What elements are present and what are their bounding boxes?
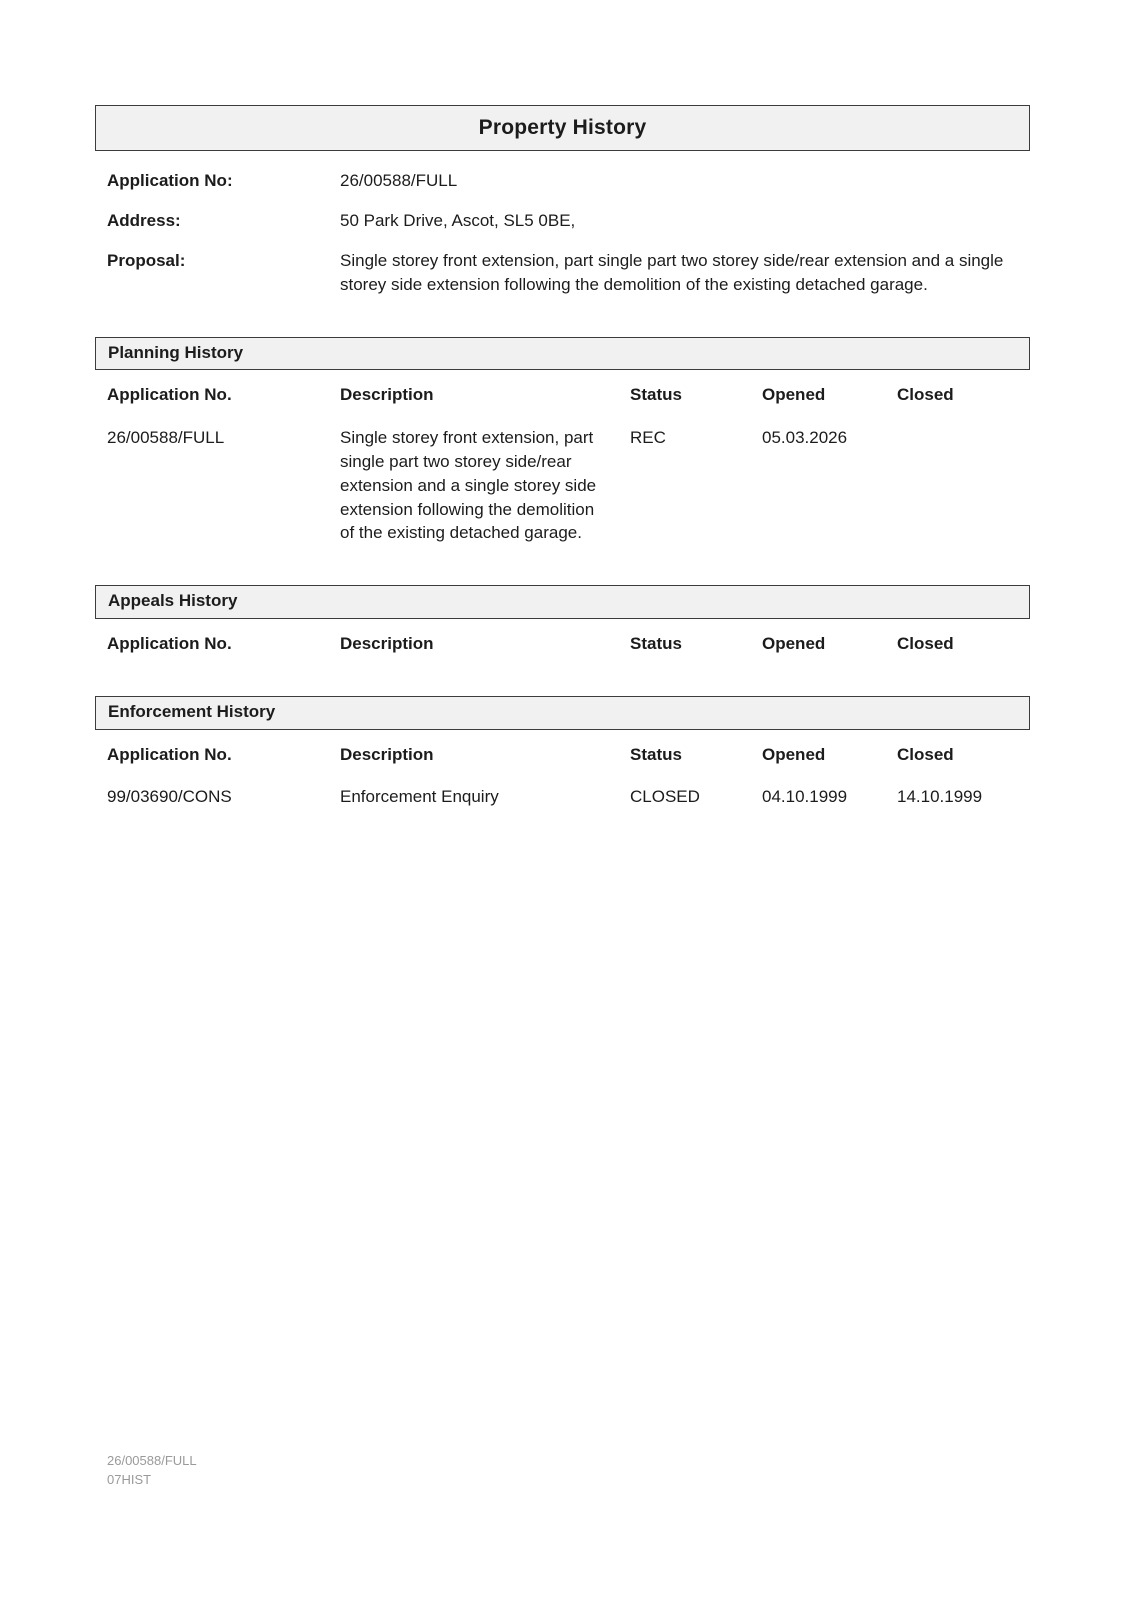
field-address (107, 209, 1024, 233)
document-page (95, 105, 1030, 809)
cell-description: Enforcement Enquiry (340, 787, 499, 807)
cell-status: CLOSED (630, 787, 700, 807)
table-header-row (95, 383, 1030, 407)
section-enforcement-history (95, 696, 1030, 809)
section-title: Appeals History (95, 585, 1030, 619)
column-header-status: Status (630, 385, 682, 405)
field-value: 26/00588/FULL (340, 171, 458, 191)
column-header-application-no: Application No. (107, 744, 232, 764)
field-label: Address: (107, 211, 181, 231)
footer-reference: 26/00588/FULL (107, 1453, 197, 1468)
cell-opened: 04.10.1999 (762, 787, 848, 807)
table-row (95, 785, 1030, 809)
cell-status: REC (630, 428, 666, 448)
section-planning-history (95, 337, 1030, 546)
section-appeals-history (95, 585, 1030, 656)
table-header-row (95, 743, 1030, 767)
field-value: Single storey front extension, part single part two storey side/rear extension and a single storey side extension following the demolition of the existing detached garage. (340, 250, 1004, 294)
cell-closed: 14.10.1999 (897, 787, 983, 807)
column-header-description: Description (340, 633, 434, 653)
cell-description: Single storey front extension, part single part two storey side/rear extension and a single storey side extension following the demolition of the existing detached garage. (340, 428, 597, 543)
column-header-application-no: Application No. (107, 385, 232, 405)
page-footer (107, 1452, 197, 1490)
column-header-closed: Closed (897, 633, 954, 653)
column-header-application-no: Application No. (107, 633, 232, 653)
table-header-row (95, 632, 1030, 656)
summary-fields (95, 169, 1030, 296)
field-proposal (107, 249, 1024, 297)
column-header-opened: Opened (762, 385, 826, 405)
section-title: Enforcement History (95, 696, 1030, 730)
column-header-opened: Opened (762, 633, 826, 653)
field-label: Proposal: (107, 250, 186, 270)
field-application-no (107, 169, 1024, 193)
footer-doc-code: 07HIST (107, 1471, 152, 1487)
column-header-closed: Closed (897, 744, 954, 764)
table-body (95, 426, 1030, 545)
cell-opened: 05.03.2026 (762, 428, 848, 448)
field-label: Application No: (107, 171, 233, 191)
table-row (95, 426, 1030, 545)
column-header-description: Description (340, 385, 434, 405)
document-title-bar (95, 105, 1030, 151)
field-value: 50 Park Drive, Ascot, SL5 0BE, (340, 211, 576, 231)
document-title: Property History (478, 116, 647, 139)
column-header-opened: Opened (762, 744, 826, 764)
column-header-status: Status (630, 633, 682, 653)
cell-application-no: 99/03690/CONS (107, 787, 232, 807)
column-header-closed: Closed (897, 385, 954, 405)
section-title: Planning History (95, 337, 1030, 371)
table-body (95, 785, 1030, 809)
cell-application-no: 26/00588/FULL (107, 428, 225, 448)
column-header-status: Status (630, 744, 682, 764)
column-header-description: Description (340, 744, 434, 764)
